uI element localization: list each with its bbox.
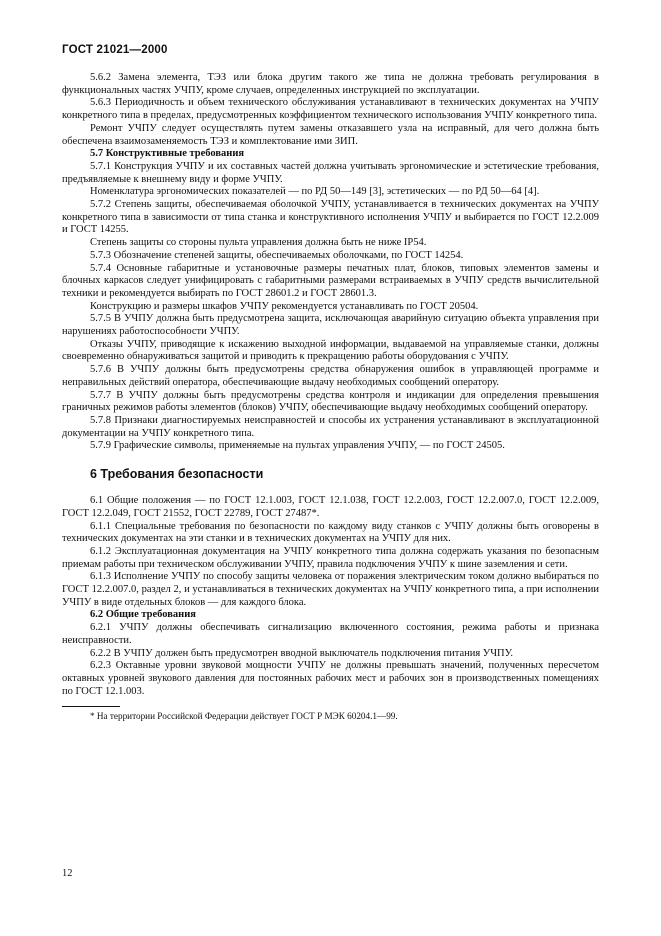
paragraph-5-6-3: 5.6.3 Периодичность и объем технического обслуживания устанавливают в технических документах на УЧПУ конкретного типа в пределах, предусмотренных коэффициентом технического использования УЧПУ конкретного типа. [62,97,599,122]
paragraph-5-6-2: 5.6.2 Замена элемента, ТЭЗ или блока другим такого же типа не должна требовать регулирования в функциональных частях УЧПУ, кроме случаев, определенных инструкцией по эксплуатации. [62,72,599,96]
paragraph-5-7-1: 5.7.1 Конструкция УЧПУ и их составных частей должна учитывать эргономические и эстетические требования, предъявляемые к внешнему виду и форме УЧПУ. [62,160,599,185]
paragraph-protection-ip54: Степень защиты со стороны пульта управления должна быть не ниже IP54. [90,237,427,249]
paragraph-5-7-3: 5.7.3 Обозначение степеней защиты, обеспечиваемых оболочками, по ГОСТ 14254. [90,249,464,261]
paragraph-5-7-2: 5.7.2 Степень защиты, обеспечиваемая оболочкой УЧПУ, устанавливается в технических документах на УЧПУ конкретного типа в зависимости от типа станка и конструктивного исполнения УЧПУ и выбирается по ГОСТ 12.2.009 и ГОСТ 14255. [62,199,599,236]
paragraph-5-7-7: 5.7.7 В УЧПУ должны быть предусмотрены средства контроля и индикации для определения превышения граничных режимов работы элементов (блоков) УЧПУ, обеспечивающие выдачу необходимых сообщений оператору. [62,389,599,414]
section-5-7-heading: 5.7 Конструктивные требования [90,148,245,160]
paragraph-6-1-2: 6.1.2 Эксплуатационная документация на УЧПУ конкретного типа должна содержать указания по безопасным приемам работы при техническом обслуживании УЧПУ, правила подключения УЧПУ к шине заземления и сети. [62,545,599,570]
paragraph-6-1-3: 6.1.3 Исполнение УЧПУ по способу защиты человека от поражения электрическим током должно выбираться по ГОСТ 12.2.007.0, раздел 2, и устанавливаться в технических документах на УЧПУ конкретного типа, а при исполнении УЧПУ в виде отдельных блоков — для каждого блока. [62,571,599,608]
paragraph-6-1-1: 6.1.1 Специальные требования по безопасности по каждому виду станков с УЧПУ должны быть оговорены в технических документах на эти станки и в технических документах на УЧПУ для них. [62,520,599,545]
page-content [62,72,599,723]
paragraph-6-2-3: 6.2.3 Октавные уровни звуковой мощности УЧПУ не должны превышать значений, полученных пересчетом октавных уровней звукового давления для постоянных рабочих мест и рабочих зон в производственных помещениях по ГОСТ 12.1.003. [62,660,599,697]
paragraph-5-7-8: 5.7.8 Признаки диагностируемых неисправностей и способы их устранения устанавливают в эксплуатационной документации на УЧПУ конкретного типа. [62,414,599,439]
footnote-divider [62,706,120,707]
paragraph-5-7-5: 5.7.5 В УЧПУ должна быть предусмотрена защита, исключающая аварийную ситуацию объекта управления при нарушениях работоспособности УЧПУ. [62,313,599,338]
paragraph-ergonomic-nomenclature: Номенклатура эргономических показателей — по РД 50—149 [3], эстетических — по РД 50—64 [4]. [90,186,540,198]
paragraph-cabinets: Конструкцию и размеры шкафов УЧПУ рекомендуется устанавливать по ГОСТ 20504. [90,300,479,312]
paragraph-5-7-4: 5.7.4 Основные габаритные и установочные размеры печатных плат, блоков, типовых элементов замены и блочных каркасов следует унифицировать с габаритными размерами встраиваемых в УЧПУ средств вычислительной техники и рекомендуется выбирать по ГОСТ 28601.2 и ГОСТ 28601.3. [62,262,599,299]
footnote: * На территории Российской Федерации действует ГОСТ Р МЭК 60204.1—99. [90,711,398,722]
section-6-2-heading: 6.2 Общие требования [90,609,196,621]
paragraph-6-2-2: 6.2.2 В УЧПУ должен быть предусмотрен вводной выключатель подключения питания УЧПУ. [90,647,513,659]
paragraph-5-7-6: 5.7.6 В УЧПУ должны быть предусмотрены средства обнаружения ошибок в управляющей программе и неправильных действий оператора, обеспечивающие выдачу необходимых сообщений оператору. [62,364,599,388]
page-number: 12 [62,868,73,879]
paragraph-failures: Отказы УЧПУ, приводящие к искажению выходной информации, выдаваемой на управляемые станки, должны своевременно обнаруживаться защитой и приводить к прекращению работы оборудования с УЧПУ. [62,338,599,363]
paragraph-repair: Ремонт УЧПУ следует осуществлять путем замены отказавшего узла на исправный, для чего должна быть обеспечена взаимозаменяемость ТЭЗ и комплектование ими ЗИП. [62,122,599,147]
paragraph-5-7-9: 5.7.9 Графические символы, применяемые на пультах управления УЧПУ, — по ГОСТ 24505. [90,440,505,452]
section-6-heading: 6 Требования безопасности [90,467,264,482]
paragraph-6-1: 6.1 Общие положения — по ГОСТ 12.1.003, ГОСТ 12.1.038, ГОСТ 12.2.003, ГОСТ 12.2.007.0, ГОСТ 12.2.009, ГОСТ 12.2.049, ГОСТ 21552, ГОСТ 22789, ГОСТ 27487*. [62,495,599,519]
document-header: ГОСТ 21021—2000 [62,44,168,56]
paragraph-6-2-1: 6.2.1 УЧПУ должны обеспечивать сигнализацию включенного состояния, режима работы и признака неисправности. [62,622,599,646]
